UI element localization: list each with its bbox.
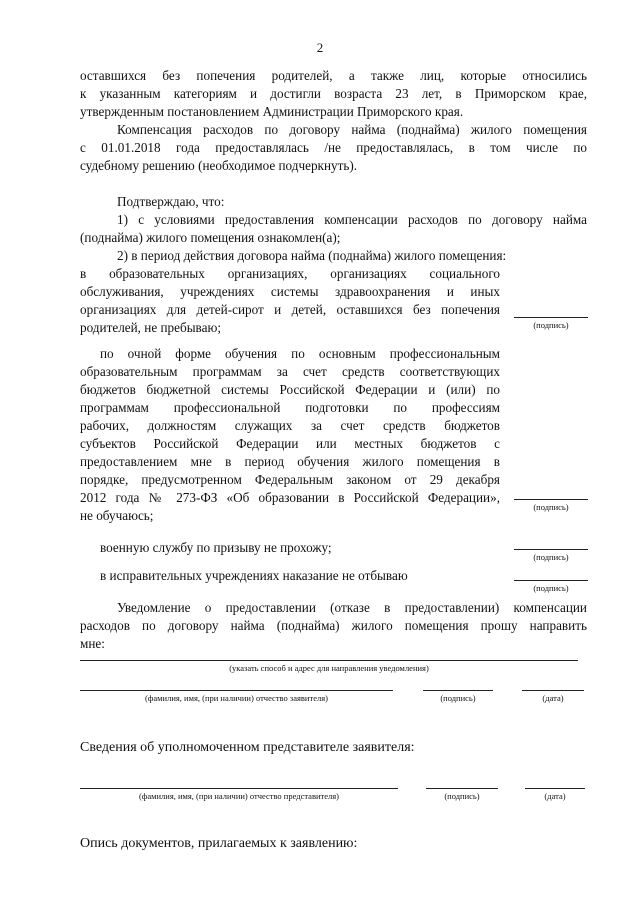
signature-caption-3: (подпись): [533, 552, 569, 562]
text-line: оставшихся без попечения родителей, а также лиц, которые относились: [80, 68, 587, 83]
representative-name-field[interactable]: [80, 788, 398, 789]
signature-line-2[interactable]: [514, 499, 588, 500]
text-line: расходов по договору найма (поднайма) жилого помещения прошу направить: [80, 618, 587, 633]
item-1-line: (поднайма) жилого помещения ознакомлен(а);: [80, 230, 341, 245]
applicant-signature-field[interactable]: [423, 690, 493, 691]
text-line: родителей, не пребываю;: [80, 320, 221, 335]
text-line: порядке, предусмотренном Федеральным законом от 29 декабря: [80, 472, 500, 487]
applicant-date-field[interactable]: [522, 690, 584, 691]
representative-date-caption: (дата): [544, 791, 566, 801]
confirm-title: Подтверждаю, что:: [117, 194, 225, 209]
applicant-name-field[interactable]: [80, 690, 393, 691]
text-line: образовательным программам за счет средств соответствующих: [80, 364, 500, 379]
text-line: утвержденным постановлением Администрации Приморского края.: [80, 104, 464, 119]
text-line: с 01.01.2018 года предоставлялась /не предоставлялась, в том числе по: [80, 140, 587, 155]
representative-signature-caption: (подпись): [444, 791, 480, 801]
signature-line-1[interactable]: [514, 317, 588, 318]
text-line: программам профессиональной подготовки по профессиям: [80, 400, 500, 415]
text-line: к указанным категориям и достигли возраста 23 лет, в Приморском крае,: [80, 86, 587, 101]
text-line: судебному решению (необходимое подчеркнуть).: [80, 158, 358, 173]
applicant-name-caption: (фамилия, имя, (при наличии) отчество заявителя): [145, 693, 328, 703]
text-line: по очной форме обучения по основным профессиональным: [100, 346, 500, 361]
representative-heading: Сведения об уполномоченном представителе заявителя:: [80, 740, 415, 755]
text-line: в образовательных организациях, организациях социального: [80, 266, 500, 281]
condition-block-4: в исправительных учреждениях наказание не отбываю: [100, 568, 408, 583]
item-2-title: 2) в период действия договора найма (поднайма) жилого помещения:: [117, 248, 507, 263]
notice-address-field[interactable]: [80, 660, 578, 661]
documents-heading: Опись документов, прилагаемых к заявлению:: [80, 836, 358, 851]
signature-line-3[interactable]: [514, 549, 588, 550]
text-line: организациях для детей-сирот и детей, оставшихся без попечения: [80, 302, 500, 317]
text-line: предоставлением мне в период обучения жилого помещения в: [80, 454, 500, 469]
item-1-line: 1) с условиями предоставления компенсации расходов по договору найма: [117, 212, 587, 227]
applicant-date-caption: (дата): [542, 693, 564, 703]
representative-signature-field[interactable]: [426, 788, 498, 789]
notice-address-caption: (указать способ и адрес для направления уведомления): [229, 663, 429, 673]
text-line: мне:: [80, 636, 105, 651]
representative-name-caption: (фамилия, имя, (при наличии) отчество представителя): [138, 791, 339, 801]
text-line: обслуживания, учреждениях системы здравоохранения и иных: [80, 284, 500, 299]
text-line: Уведомление о предоставлении (отказе в предоставлении) компенсации: [117, 600, 587, 615]
signature-line-4[interactable]: [514, 580, 588, 581]
text-line: 2012 года № 273-ФЗ «Об образовании в Российской Федерации»,: [80, 490, 500, 505]
condition-block-3: военную службу по призыву не прохожу;: [100, 540, 332, 555]
signature-caption-2: (подпись): [533, 502, 569, 512]
text-line: бюджетов бюджетной системы Российской Федерации и (или) по: [80, 382, 500, 397]
text-line: субъектов Российской Федерации или местных бюджетов с: [80, 436, 500, 451]
text-line: Компенсация расходов по договору найма (поднайма) жилого помещения: [117, 122, 587, 137]
applicant-signature-caption: (подпись): [440, 693, 476, 703]
signature-caption-4: (подпись): [533, 583, 569, 593]
representative-date-field[interactable]: [525, 788, 585, 789]
text-line: не обучаюсь;: [80, 508, 154, 523]
signature-caption-1: (подпись): [533, 320, 569, 330]
page-number: 2: [316, 40, 324, 55]
text-line: рабочих, должностям служащих за счет средств бюджетов: [80, 418, 500, 433]
